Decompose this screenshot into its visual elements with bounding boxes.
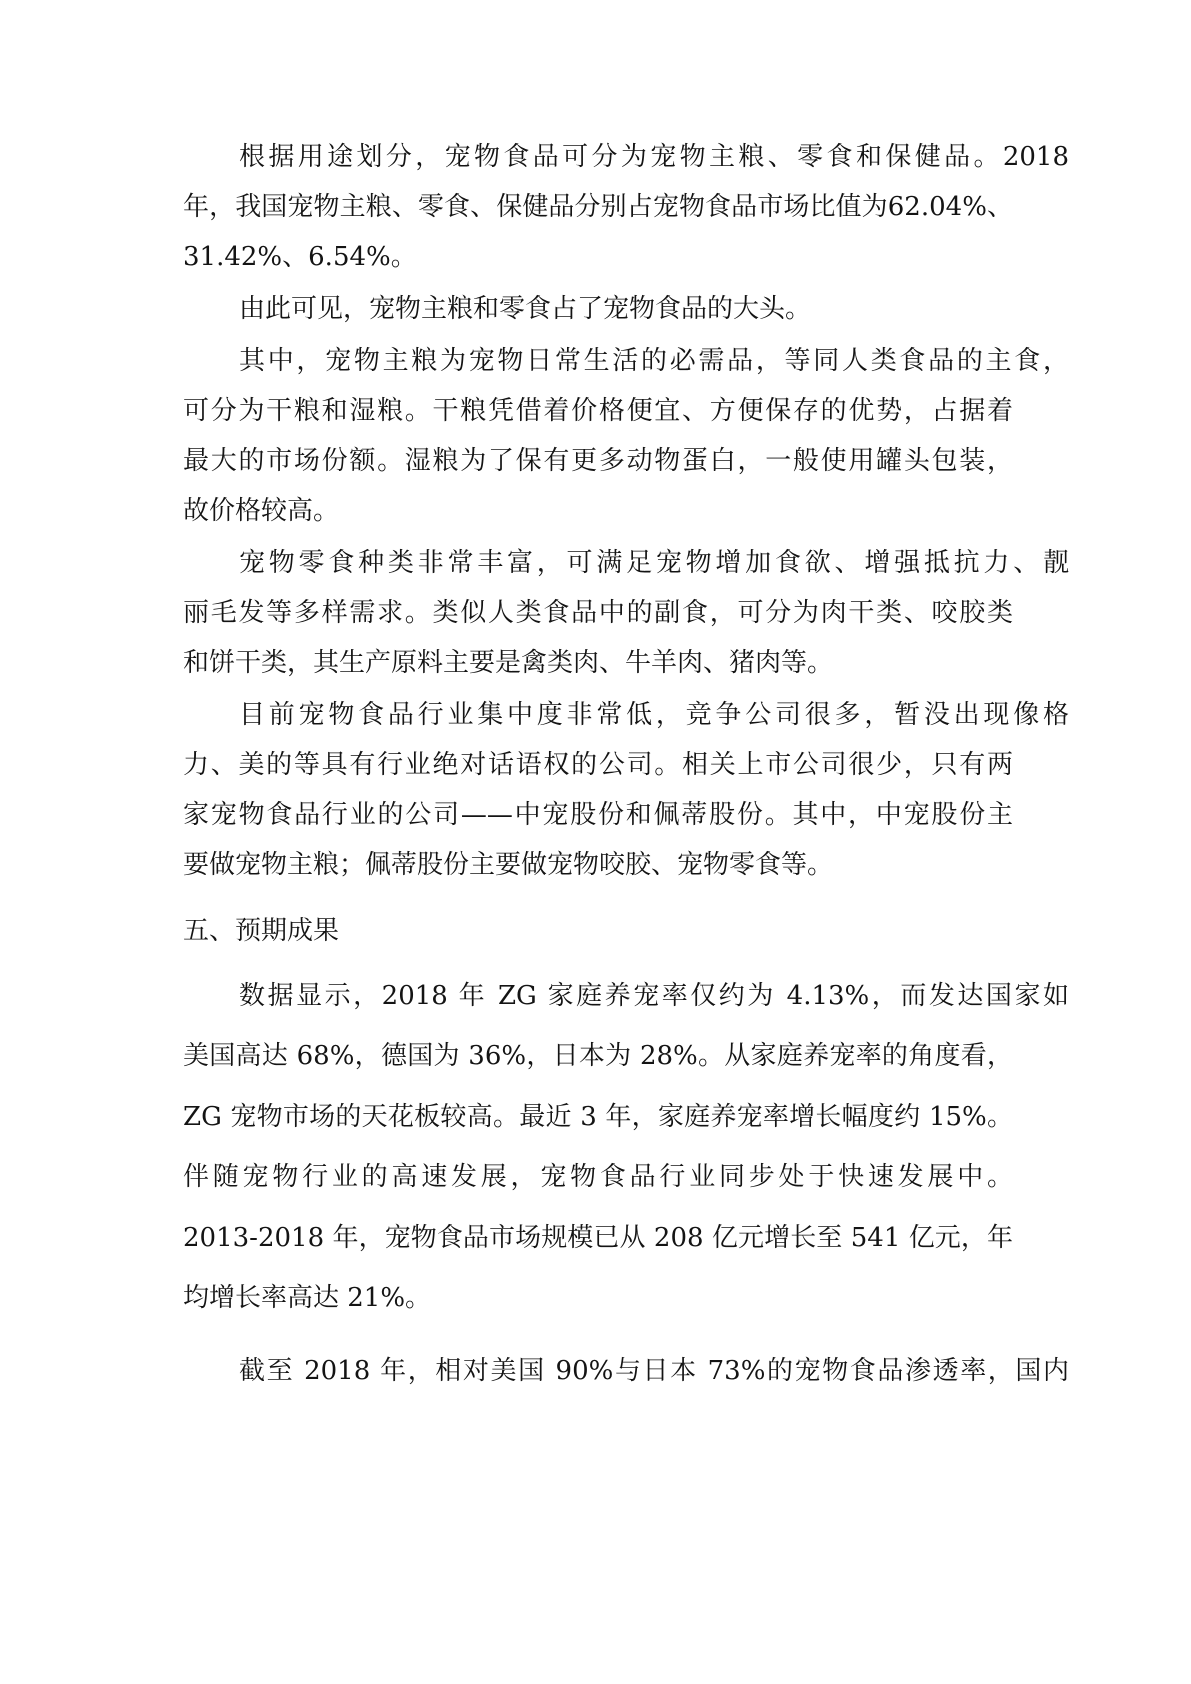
paragraph-1-line-3: 31.42%、6.54%。 xyxy=(183,242,417,272)
paragraph-3-line-4: 故价格较高。 xyxy=(183,496,340,526)
section-paragraph-1-line-2: 美国高达 68%，德国为 36%，日本为 28%。从家庭养宠率的角度看， xyxy=(183,1041,1013,1071)
paragraph-4-line-1: 宠物零食种类非常丰富，可满足宠物增加食欲、增强抵抗力、靓 xyxy=(239,548,1069,578)
paragraph-5-line-1: 目前宠物食品行业集中度非常低，竞争公司很多，暂没出现像格 xyxy=(239,700,1069,730)
paragraph-2-line-1: 由此可见，宠物主粮和零食占了宠物食品的大头。 xyxy=(239,294,812,324)
section-paragraph-1-line-4: 伴随宠物行业的高速发展，宠物食品行业同步处于快速发展中。 xyxy=(183,1162,1013,1192)
paragraph-4-line-2: 丽毛发等多样需求。类似人类食品中的副食，可分为肉干类、咬胶类 xyxy=(183,598,1013,628)
paragraph-5-line-3: 家宠物食品行业的公司——中宠股份和佩蒂股份。其中，中宠股份主 xyxy=(183,800,1013,830)
paragraph-5-line-4: 要做宠物主粮；佩蒂股份主要做宠物咬胶、宠物零食等。 xyxy=(183,850,834,880)
section-paragraph-1-line-5: 2013-2018 年，宠物食品市场规模已从 208 亿元增长至 541 亿元，年 xyxy=(183,1223,1013,1253)
paragraph-1-line-2: 年，我国宠物主粮、零食、保健品分别占宠物食品市场比值为62.04%、 xyxy=(183,192,1013,222)
paragraph-1-line-1: 根据用途划分，宠物食品可分为宠物主粮、零食和保健品。2018 xyxy=(239,142,1069,172)
section-paragraph-1-line-3: ZG 宠物市场的天花板较高。最近 3 年，家庭养宠率增长幅度约 15%。 xyxy=(183,1102,1013,1132)
section-paragraph-2-line-1: 截至 2018 年，相对美国 90%与日本 73%的宠物食品渗透率，国内 xyxy=(239,1356,1069,1386)
paragraph-4-line-3: 和饼干类，其生产原料主要是禽类肉、牛羊肉、猪肉等。 xyxy=(183,648,834,678)
section-heading: 五、预期成果 xyxy=(183,916,340,946)
paragraph-3-line-3: 最大的市场份额。湿粮为了保有更多动物蛋白，一般使用罐头包装， xyxy=(183,446,1013,476)
paragraph-3-line-1: 其中，宠物主粮为宠物日常生活的必需品，等同人类食品的主食， xyxy=(239,346,1069,376)
paragraph-5-line-2: 力、美的等具有行业绝对话语权的公司。相关上市公司很少，只有两 xyxy=(183,750,1013,780)
section-paragraph-1-line-6: 均增长率高达 21%。 xyxy=(183,1283,432,1313)
section-paragraph-1-line-1: 数据显示，2018 年 ZG 家庭养宠率仅约为 4.13%，而发达国家如 xyxy=(239,981,1069,1011)
paragraph-3-line-2: 可分为干粮和湿粮。干粮凭借着价格便宜、方便保存的优势，占据着 xyxy=(183,396,1013,426)
